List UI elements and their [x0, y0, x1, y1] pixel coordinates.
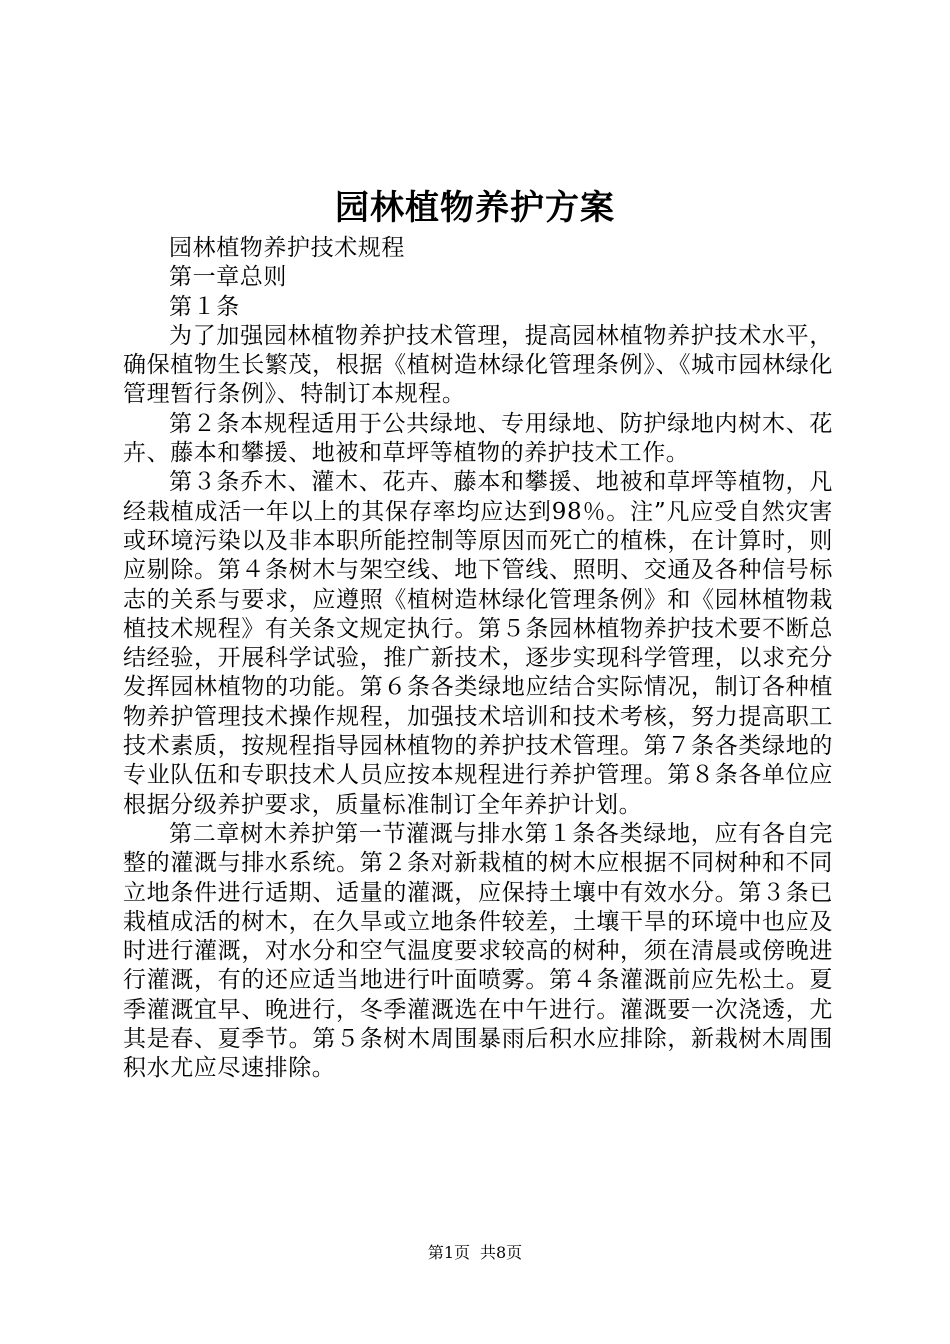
paragraph: 第３条乔木、灌木、花卉、藤本和攀援、地被和草坪等植物，凡经栽植成活一年以上的其保存率均应达到98％。注”凡应受自然灾害或环境污染以及非本职所能控制等原因而死亡的植株，在计算时，则应剔除。第４条树木与架空线、地下管线、照明、交通及各种信号标志的关系与要求，应遵照《植树造林绿化管理条例》和《园林植物栽植技术规程》有关条文规定执行。第５条园林植物养护技术要不断总结经验，开展科学试验，推广新技术，逐步实现科学管理，以求充分发挥园林植物的功能。第６条各类绿地应结合实际情况，制订各种植物养护管理技术操作规程，加强技术培训和技术考核，努力提高职工技术素质，按规程指导园林植物的养护技术管理。第７条各类绿地的专业队伍和专职技术人员应按本规程进行养护管理。第８条各单位应根据分级养护要求，质量标准制订全年养护计划。: [123, 469, 833, 818]
paragraph-article-heading: 第１条: [169, 293, 240, 320]
paragraph: 第二章树木养护第一节灌溉与排水第１条各类绿地，应有各自完整的灌溉与排水系统。第２条对新栽植的树木应根据不同树种和不同立地条件进行适期、适量的灌溉，应保持土壤中有效水分。第３条已栽植成活的树木，在久旱或立地条件较差，土壤干旱的环境中也应及时进行灌溉，对水分和空气温度要求较高的树种，须在清晨或傍晚进行灌溉，有的还应适当地进行叶面喷雾。第４条灌溉前应先松土。夏季灌溉宜早、晚进行，冬季灌溉选在中午进行。灌溉要一次浇透，尤其是春、夏季节。第５条树木周围暴雨后积水应排除，新栽树木周围积水尤应尽速排除。: [123, 820, 833, 1082]
paragraph-subtitle: 园林植物养护技术规程: [169, 235, 405, 261]
document-title: 园林植物养护方案: [335, 188, 615, 228]
paragraph: 第２条本规程适用于公共绿地、专用绿地、防护绿地内树木、花卉、藤本和攀援、地被和草坪等植物的养护技术工作。: [123, 410, 833, 467]
page-footer: [0, 1241, 950, 1265]
page-number: 第1页: [427, 1243, 470, 1262]
paragraph: 为了加强园林植物养护技术管理，提高园林植物养护技术水平，确保植物生长繁茂，根据《植树造林绿化管理条例》、《城市园林绿化管理暂行条例》、特制订本规程。: [123, 322, 833, 408]
document-body: [123, 234, 833, 1084]
paragraph-chapter-heading: 第一章总则: [169, 264, 287, 291]
page-total: 共8页: [480, 1243, 523, 1262]
